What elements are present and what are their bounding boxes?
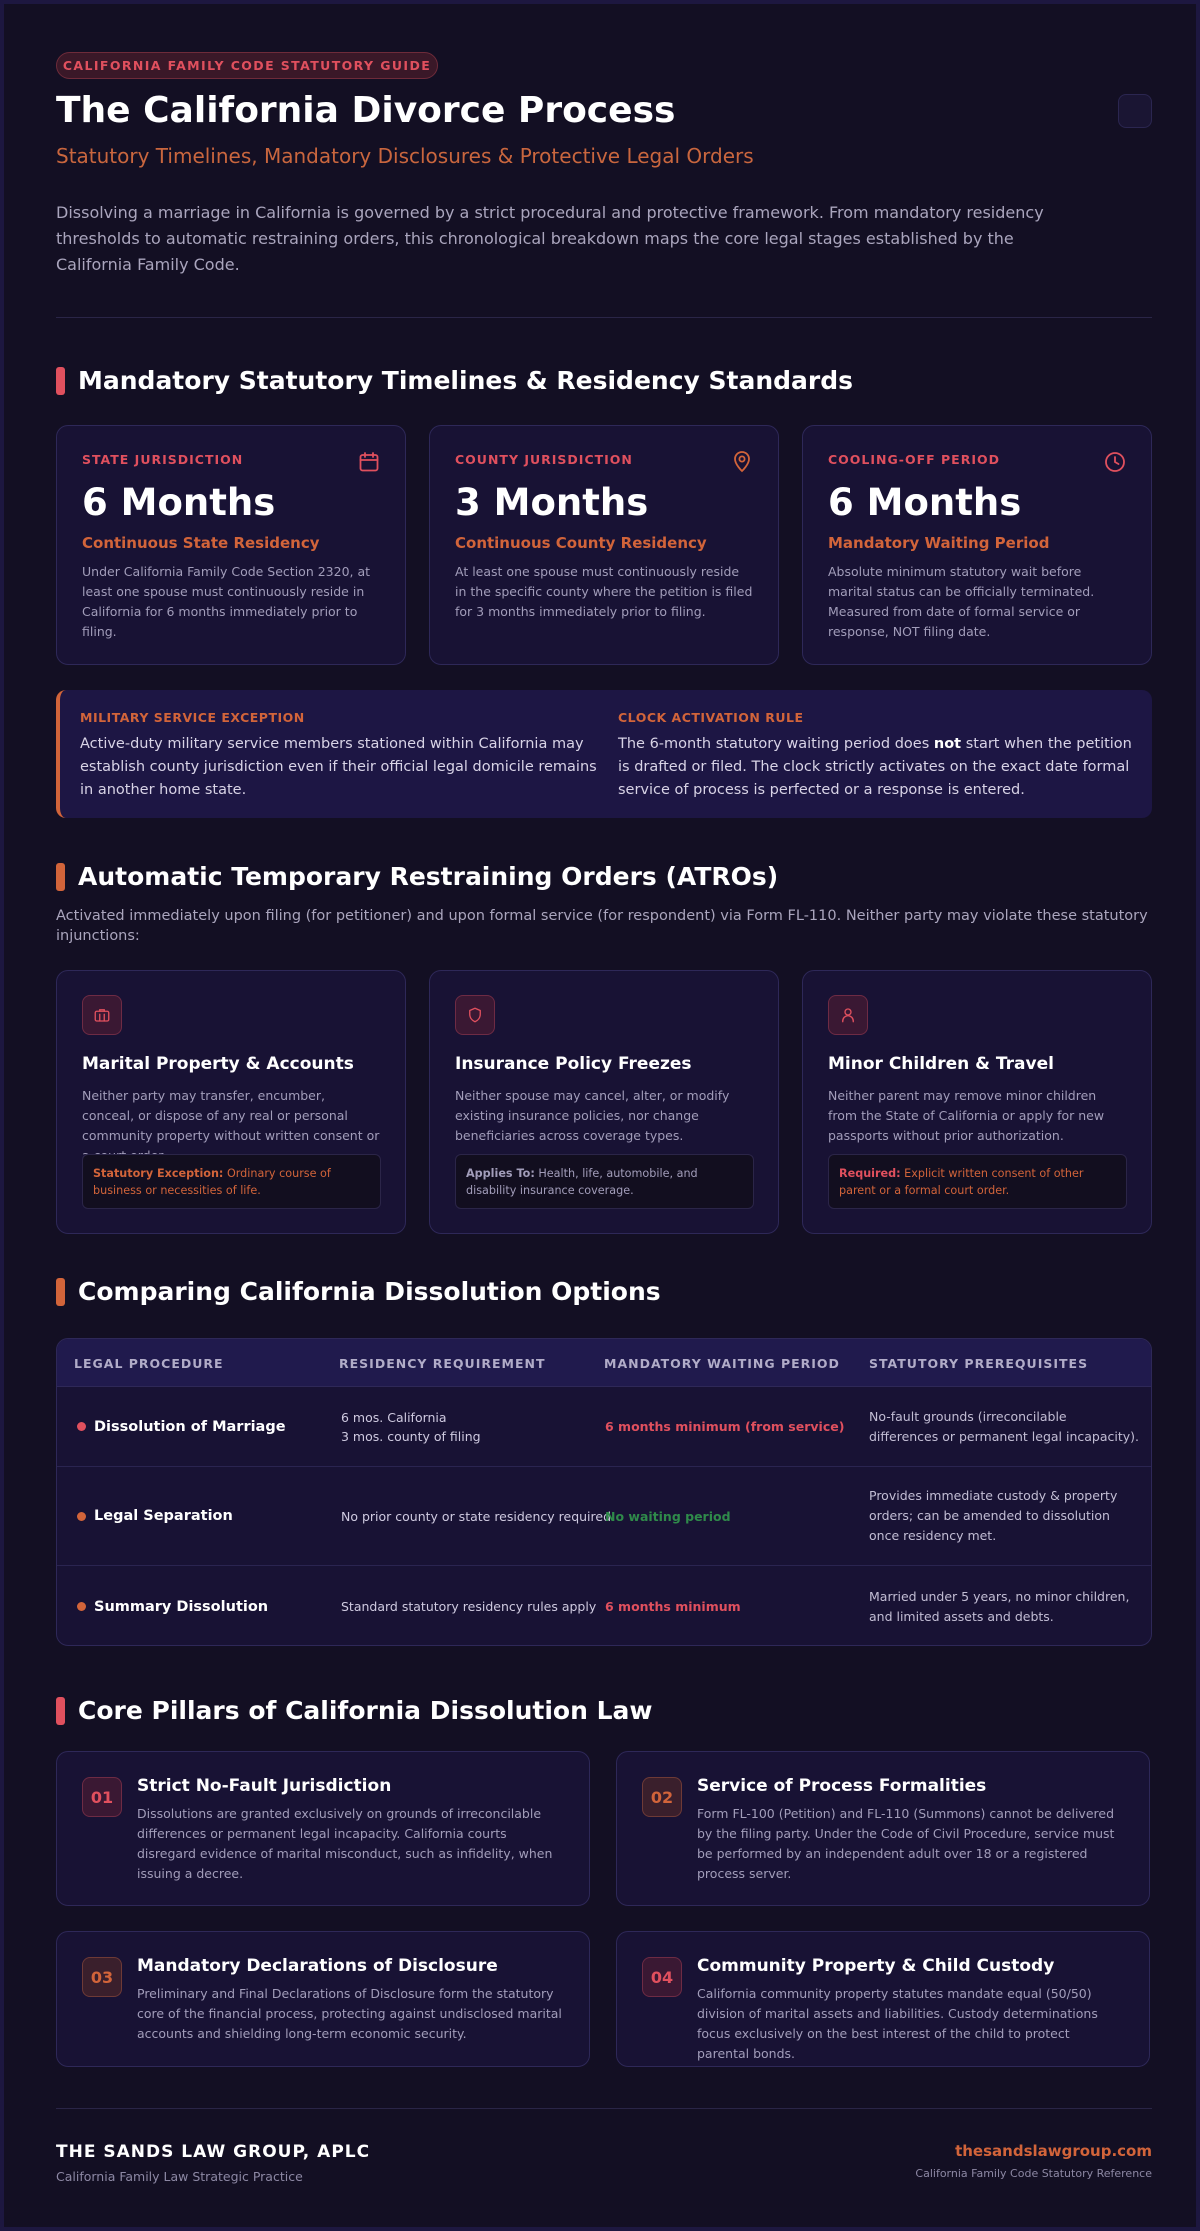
- atro-note: Applies To: Health, life, automobile, and disability insurance coverage.: [455, 1154, 754, 1209]
- exceptions-band: [56, 690, 1152, 818]
- footer-reference: California Family Code Statutory Reference: [915, 2167, 1152, 2180]
- atro-description: Neither parent may remove minor children from the State of California or apply for new passports without prior authorization.: [828, 1088, 1105, 1143]
- pillar-card: [616, 1931, 1150, 2067]
- atro-card-property: [56, 970, 406, 1234]
- calendar-icon: [357, 450, 381, 474]
- residency-cell: Standard statutory residency rules apply: [341, 1599, 597, 1614]
- waiting-cell: 6 months minimum (from service): [605, 1419, 845, 1434]
- atros-description: Activated immediately upon filing (for petitioner) and upon formal service (for respondent) via Form FL-110. Neither party may violate these statutory injunctions:: [56, 908, 1148, 944]
- pillar-card: [56, 1931, 590, 2067]
- stat-card-state: [56, 425, 406, 665]
- section-accent-bar: [56, 367, 65, 395]
- section-title-text: Core Pillars of California Dissolution Law: [78, 1696, 653, 1725]
- column-header: LEGAL PROCEDURE: [74, 1356, 224, 1371]
- atro-title: Minor Children & Travel: [828, 1054, 1054, 1074]
- stat-label: STATE JURISDICTION: [82, 452, 244, 467]
- atro-description: Neither party may transfer, encumber, conceal, or dispose of any real or personal community property without written consent or: [82, 1088, 380, 1143]
- table-row: [57, 1387, 1151, 1467]
- stat-value: 6 Months: [828, 481, 1022, 524]
- stat-value: 3 Months: [455, 481, 649, 524]
- clock-rule-text: The 6-month statutory waiting period does not start when the petition is drafted or filed. The clock strictly activates on the exact date formal service of process is perfected or a response is entered.: [618, 736, 1132, 798]
- atro-title: Insurance Policy Freezes: [455, 1054, 692, 1074]
- residency-cell: No prior county or state residency required: [341, 1508, 612, 1524]
- pillar-title: Strict No-Fault Jurisdiction: [137, 1776, 392, 1796]
- stat-subtitle: Continuous County Residency: [455, 534, 707, 552]
- section-atros-heading: [56, 862, 778, 891]
- firm-website-link[interactable]: thesandslawgroup.com: [955, 2142, 1152, 2160]
- firm-practice: California Family Law Strategic Practice: [56, 2169, 303, 2184]
- section-comparison-heading: [56, 1277, 661, 1306]
- page-title: The California Divorce Process: [56, 90, 676, 131]
- stat-subtitle: Continuous State Residency: [82, 534, 320, 552]
- emphasis-not: not: [933, 736, 962, 752]
- intro-paragraph: Dissolving a marriage in California is governed by a strict procedural and protective framework. From mandatory residency thresholds to automatic restraining orders, this chronological breakdown maps the core legal stages established by the California Family Code.: [56, 203, 1044, 274]
- pillar-number: 02: [642, 1777, 682, 1817]
- stat-description: Absolute minimum statutory wait before marital status can be officially terminated. Measured from date of formal service or response, NOT filing date.: [828, 564, 1095, 639]
- row-dot: [77, 1422, 86, 1431]
- column-header: MANDATORY WAITING PERIOD: [604, 1356, 840, 1371]
- atro-note: Required: Explicit written consent of other parent or a formal court order.: [828, 1154, 1127, 1209]
- prerequisites-cell: Provides immediate custody & property orders; can be amended to dissolution once residency met.: [869, 1488, 1118, 1543]
- pillar-title: Service of Process Formalities: [697, 1776, 987, 1796]
- pillar-description: Preliminary and Final Declarations of Disclosure form the statutory core of the financial process, protecting against undisclosed marital accounts and shielding long-term economic security.: [137, 1986, 562, 2041]
- section-title-text: Comparing California Dissolution Options: [78, 1277, 661, 1306]
- row-dot: [77, 1602, 86, 1611]
- section-accent-bar: [56, 1697, 65, 1725]
- residency-cell: 6 mos. California 3 mos. county of filing: [341, 1409, 481, 1444]
- section-title-text: Automatic Temporary Restraining Orders (ATROs): [78, 862, 779, 891]
- section-pillars-heading: [56, 1696, 652, 1725]
- military-exception-label: MILITARY SERVICE EXCEPTION: [80, 710, 305, 725]
- pillar-description: Dissolutions are granted exclusively on grounds of irreconcilable differences or permanent legal incapacity. California courts disregard evidence of marital misconduct, such as infidelity, when issuing a decree.: [137, 1806, 553, 1881]
- firm-name: THE SANDS LAW GROUP, APLC: [56, 2142, 371, 2162]
- pillar-card: [56, 1751, 590, 1906]
- clock-rule-label: CLOCK ACTIVATION RULE: [618, 710, 804, 725]
- column-header: STATUTORY PREREQUISITES: [869, 1356, 1089, 1371]
- corner-button[interactable]: [1118, 94, 1152, 128]
- person-icon: [828, 995, 868, 1035]
- guide-badge: CALIFORNIA FAMILY CODE STATUTORY GUIDE: [56, 52, 438, 79]
- waiting-cell: 6 months minimum: [605, 1599, 741, 1614]
- clock-icon: [1103, 450, 1127, 474]
- shield-icon: [455, 995, 495, 1035]
- procedure-cell: Summary Dissolution: [77, 1566, 268, 1646]
- stat-label: COUNTY JURISDICTION: [455, 452, 633, 467]
- stat-label: COOLING-OFF PERIOD: [828, 452, 1000, 467]
- stat-card-cooling-off: [802, 425, 1152, 665]
- stat-value: 6 Months: [82, 481, 276, 524]
- page-subtitle: Statutory Timelines, Mandatory Disclosures & Protective Legal Orders: [56, 144, 754, 168]
- section-accent-bar: [56, 1278, 65, 1306]
- column-header: RESIDENCY REQUIREMENT: [339, 1356, 546, 1371]
- map-pin-icon: [730, 450, 754, 474]
- section-accent-bar: [56, 863, 65, 891]
- footer-divider: [56, 2108, 1152, 2109]
- pillar-title: Mandatory Declarations of Disclosure: [137, 1956, 498, 1976]
- pillar-number: 04: [642, 1957, 682, 1997]
- page-frame: [4, 4, 1196, 2227]
- atro-note: Statutory Exception: Ordinary course of business or necessities of life.: [82, 1154, 381, 1209]
- prerequisites-cell: No-fault grounds (irreconcilable differences or permanent legal incapacity).: [869, 1408, 1140, 1444]
- pillar-title: Community Property & Child Custody: [697, 1956, 1055, 1976]
- briefcase-icon: [82, 995, 122, 1035]
- procedure-cell: Dissolution of Marriage: [77, 1387, 286, 1466]
- atro-description: Neither spouse may cancel, alter, or modify existing insurance policies, nor change beneficiaries across coverage types.: [455, 1088, 730, 1143]
- pillar-card: [616, 1751, 1150, 1906]
- procedure-cell: Legal Separation: [77, 1467, 233, 1565]
- military-exception-text: Active-duty military service members stationed within California may establish county jurisdiction even if their official legal domicile remains in another home state.: [80, 736, 597, 798]
- stat-card-county: [429, 425, 779, 665]
- pillar-number: 01: [82, 1777, 122, 1817]
- pillar-number: 03: [82, 1957, 122, 1997]
- pillar-description: California community property statutes mandate equal (50/50) division of marital assets and liabilities. Custody determinations focus exclusively on the best interest of the child to protect parental bonds.: [697, 1986, 1098, 2061]
- section-timelines-heading: [56, 366, 853, 395]
- pillar-description: Form FL-100 (Petition) and FL-110 (Summons) cannot be delivered by the filing party. Under the Code of Civil Procedure, service must be performed by an independent adult over 18 or a registered process server.: [697, 1806, 1115, 1881]
- waiting-cell: No waiting period: [605, 1508, 731, 1524]
- header-divider: [56, 317, 1152, 318]
- prerequisites-cell: Married under 5 years, no minor children, and limited assets and debts.: [869, 1588, 1130, 1624]
- clock-activation-rule: [618, 710, 1138, 802]
- stat-description: Under California Family Code Section 2320, at least one spouse must continuously reside in California for 6 months immediately prior to filing.: [82, 564, 371, 639]
- table-header: [57, 1339, 1151, 1387]
- atro-card-children: [802, 970, 1152, 1234]
- stat-description: At least one spouse must continuously reside in the specific county where the petition is filed for 3 months immediately prior to filing.: [455, 564, 753, 619]
- table-row: [57, 1566, 1151, 1646]
- row-dot: [77, 1512, 86, 1521]
- section-title-text: Mandatory Statutory Timelines & Residency Standards: [78, 366, 854, 395]
- table-row: [57, 1467, 1151, 1566]
- stat-subtitle: Mandatory Waiting Period: [828, 534, 1050, 552]
- atro-card-insurance: [429, 970, 779, 1234]
- atro-title: Marital Property & Accounts: [82, 1054, 354, 1074]
- military-exception: [80, 710, 600, 802]
- comparison-table: [56, 1338, 1152, 1646]
